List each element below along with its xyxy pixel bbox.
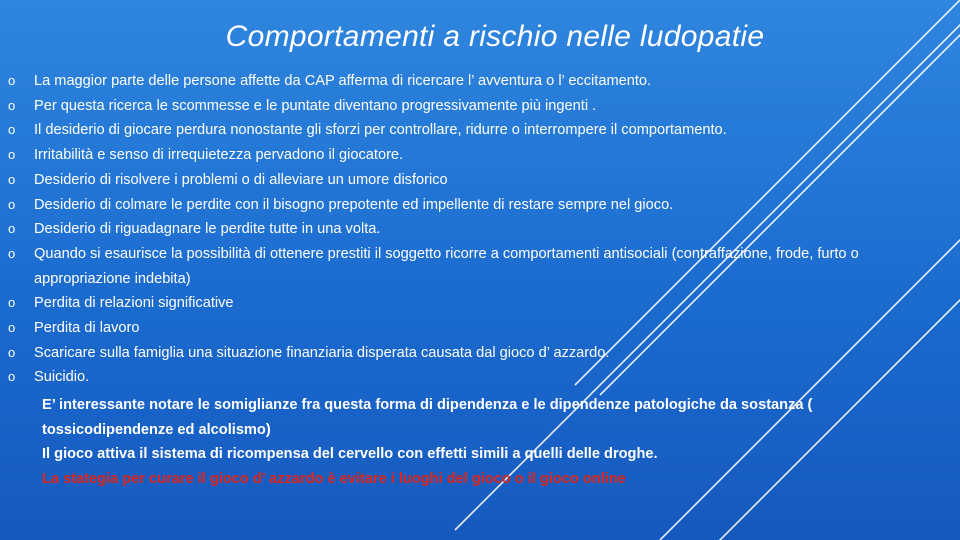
list-item: [8, 69, 928, 94]
bullet-marker: o: [8, 73, 16, 88]
slide-title: Comportamenti a rischio nelle ludopatie: [225, 20, 765, 53]
list-item: [8, 316, 928, 341]
bullet-text: Scaricare sulla famiglia una situazione finanziaria disperata causata dal gioco d’ azzardo.: [34, 344, 610, 361]
list-item: [8, 242, 934, 291]
list-item: [8, 365, 928, 390]
bullet-text: Irritabilità e senso di irrequietezza pervadono il giocatore.: [34, 147, 404, 164]
bullet-marker: o: [8, 196, 16, 212]
bullet-text: Perdita di relazioni significative: [34, 295, 234, 312]
list-item: [8, 168, 928, 193]
bullet-marker: o: [8, 295, 16, 311]
bullet-list: [8, 69, 928, 390]
bullet-marker: o: [8, 344, 16, 360]
list-item: [8, 193, 928, 218]
list-item: [8, 291, 928, 316]
highlight-note: La stategia per curare il gioco d’ azzardo è evitare i luoghi del gioco o il gioco online: [42, 470, 626, 487]
list-item: [8, 341, 928, 366]
bullet-marker: o: [8, 171, 16, 187]
bullet-text: Desiderio di risolvere i problemi o di alleviare un umore disforico: [34, 171, 448, 188]
bullet-text: Quando si esaurisce la possibilità di ottenere prestiti il soggetto ricorre a comportamenti antisociali (contraffazione, frode, furto o appropriazione indebita): [34, 245, 859, 287]
list-item: [8, 217, 928, 242]
bullet-marker: o: [8, 122, 16, 138]
bullet-text: Desiderio di riguadagnare le perdite tutte in una volta.: [34, 221, 381, 238]
bullet-marker: o: [8, 245, 16, 261]
bullet-text: Suicidio.: [34, 369, 90, 386]
bullet-marker: o: [8, 221, 16, 237]
note-paragraph: E’ interessante notare le somiglianze fra questa forma di dipendenza e le dipendenze patologiche da sostanza ( tossicodipendenze ed alcolismo): [42, 397, 813, 438]
list-item: [8, 143, 928, 168]
bullet-text: Il desiderio di giocare perdura nonostante gli sforzi per controllare, ridurre o interrompere il comportamento.: [34, 122, 727, 139]
bullet-marker: o: [8, 147, 16, 163]
note-paragraph: Il gioco attiva il sistema di ricompensa del cervello con effetti simili a quelli delle droghe.: [42, 446, 658, 462]
bullet-text: Per questa ricerca le scommesse e le puntate diventano progressivamente più ingenti .: [34, 97, 597, 114]
list-item: [8, 94, 928, 119]
notes-block: [42, 393, 922, 491]
bullet-text: La maggior parte delle persone affette da CAP afferma di ricercare l’ avventura o l’ eccitamento.: [34, 73, 652, 89]
bullet-marker: o: [8, 97, 16, 113]
bullet-marker: o: [8, 369, 16, 385]
bullet-text: Desiderio di colmare le perdite con il bisogno prepotente ed impellente di restare sempre nel gioco.: [34, 196, 674, 213]
bullet-text: Perdita di lavoro: [34, 320, 140, 337]
list-item: [8, 118, 928, 143]
bullet-marker: o: [8, 320, 16, 336]
